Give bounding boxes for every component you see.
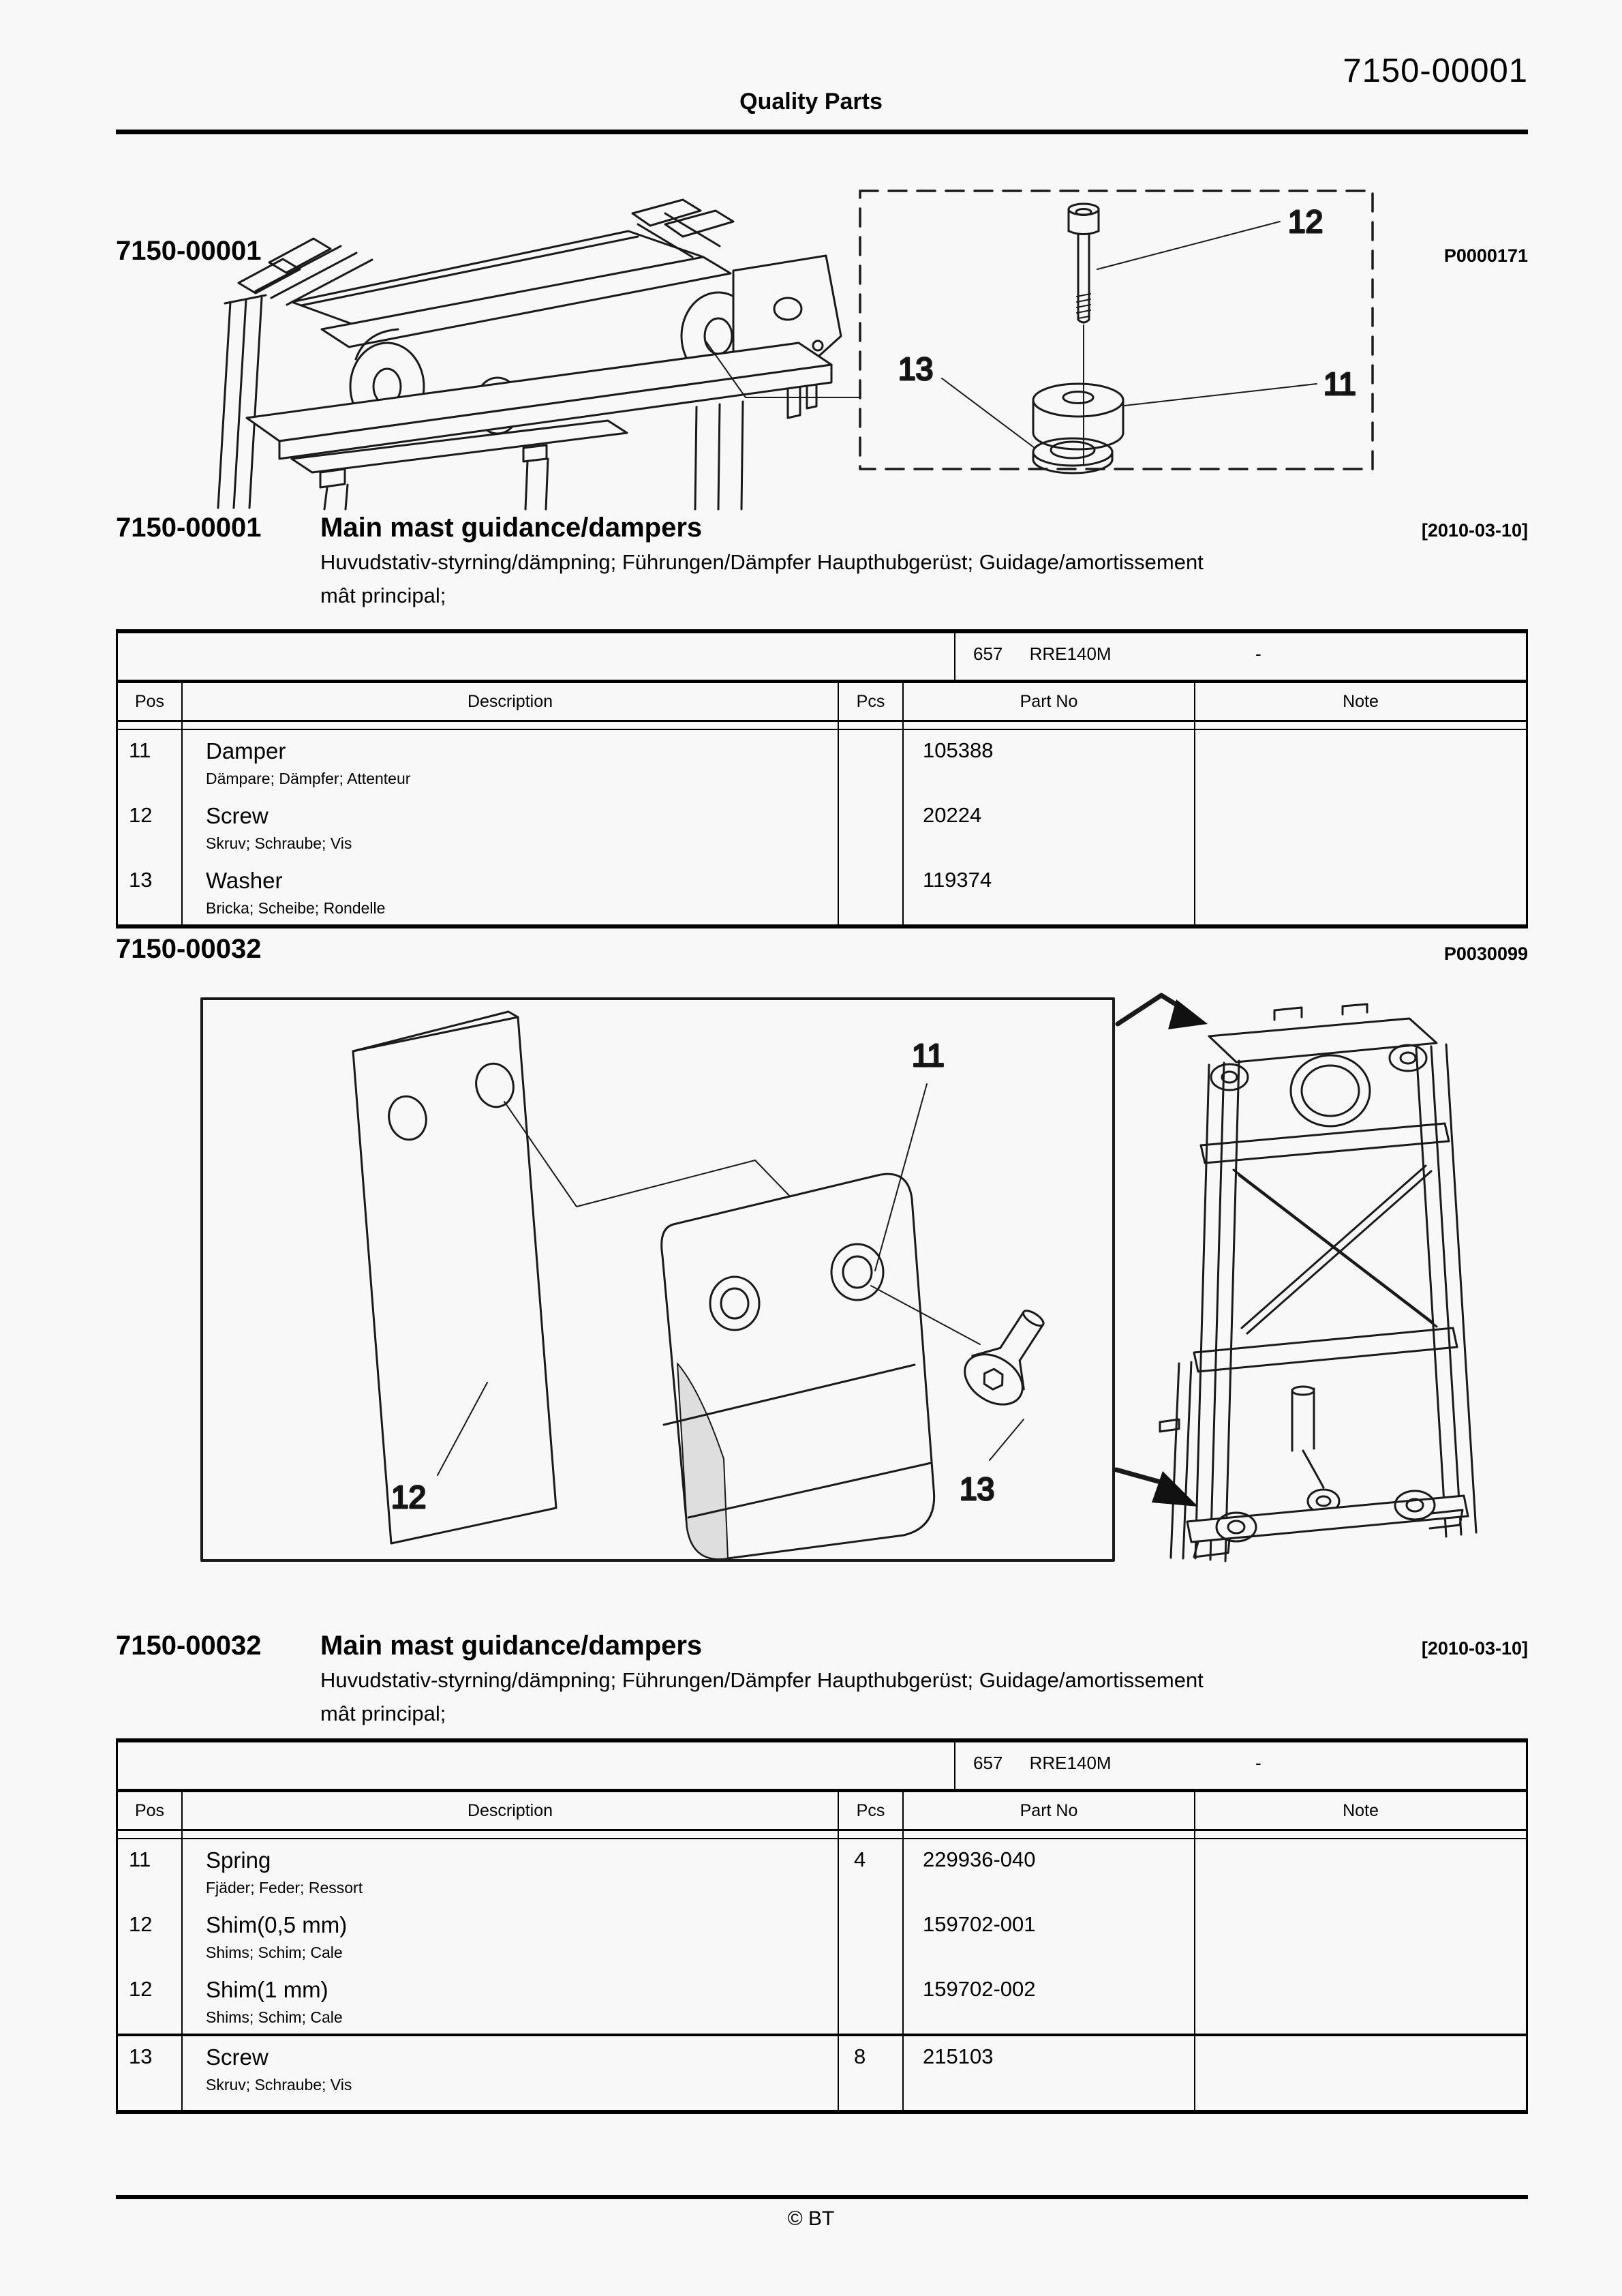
cell-pcs: [838, 795, 902, 860]
description-main: Screw: [206, 2044, 269, 2070]
model-note: -: [1255, 1753, 1261, 1773]
model-band-empty: [118, 633, 954, 680]
model-band-info: [954, 633, 1526, 680]
section1-heading-date: [2010-03-10]: [1421, 520, 1528, 541]
section2-id: 7150-00032: [116, 934, 262, 964]
cell-pcs: [838, 860, 902, 924]
model-name: RRE140M: [1029, 644, 1112, 664]
header-doc-number: 7150-00001: [1343, 52, 1528, 89]
cell-partno: 105388: [902, 730, 1194, 795]
cell-pos: 11: [129, 738, 151, 762]
cell-pcs: 8: [838, 2036, 902, 2110]
spring-pad-drawing: [662, 1174, 934, 1559]
section2-subtitle-line1: Huvudstativ-styrning/dämpning; Führungen/Dämpfer Haupthubgerüst; Guidage/amortissement: [320, 1668, 1204, 1692]
callout-label-shim: 12: [391, 1479, 427, 1515]
section1-heading: [116, 513, 1528, 543]
description-translations: Skruv; Schraube; Vis: [206, 2076, 352, 2094]
cell-description: [181, 730, 838, 795]
figure-mast-damper-detail: [116, 181, 1528, 518]
table-header-row: [118, 1792, 1526, 1831]
section1-id: 7150-00001: [116, 236, 262, 266]
model-code: 657: [973, 1753, 1003, 1773]
detail-frame: [202, 999, 1114, 1560]
model-band: [118, 633, 1526, 683]
cell-note: [1194, 795, 1526, 860]
section2-figure-code: P0030099: [1443, 943, 1528, 964]
callout-leader-washer: [942, 378, 1035, 448]
cell-pcs: [838, 1904, 902, 1969]
alignment-leader: [504, 1102, 793, 1207]
section2-heading-id: 7150-00032: [116, 1631, 262, 1661]
description-main: Screw: [206, 803, 269, 828]
cell-description: [181, 795, 838, 860]
col-header-pcs: Pcs: [838, 683, 902, 720]
section2-subtitle: [320, 1663, 1445, 1730]
col-header-note: Note: [1194, 1792, 1526, 1829]
model-band-empty: [118, 1742, 954, 1789]
cell-note: [1194, 2036, 1526, 2110]
cell-description: [181, 1969, 838, 2034]
section1-figure-code: P0000171: [1443, 245, 1528, 266]
col-header-pcs: Pcs: [838, 1792, 902, 1829]
callout-label-pad: 11: [912, 1038, 945, 1073]
cell-description: [181, 2036, 838, 2110]
cell-description: [181, 1904, 838, 1969]
table-row: [118, 1969, 1526, 2034]
callout-label-damper: 11: [1323, 366, 1356, 402]
cell-partno: 229936-040: [902, 1839, 1194, 1904]
cell-pos: 11: [129, 1847, 151, 1871]
section1-heading-title: Main mast guidance/dampers: [320, 513, 703, 543]
cell-pos: 13: [129, 868, 153, 892]
description-main: Washer: [206, 868, 283, 893]
detail-box: [860, 191, 1373, 473]
cell-partno: 20224: [902, 795, 1194, 860]
header-double-line: [118, 722, 1526, 730]
description-main: Spring: [206, 1847, 271, 1873]
table-row: [118, 860, 1526, 924]
section1-subtitle-line1: Huvudstativ-styrning/dämpning; Führungen/Dämpfer Haupthubgerüst; Guidage/amortissement: [320, 550, 1204, 574]
description-translations: Skruv; Schraube; Vis: [206, 834, 352, 852]
col-header-description: Description: [181, 683, 838, 720]
model-note: -: [1255, 644, 1261, 664]
callout-leader-damper: [1124, 384, 1317, 406]
col-header-partno: Part No: [902, 683, 1194, 720]
description-translations: Shims; Schim; Cale: [206, 2008, 343, 2026]
section2-heading-date: [2010-03-10]: [1421, 1638, 1528, 1659]
callout-label-washer: 13: [898, 351, 934, 387]
model-code: 657: [973, 644, 1003, 664]
cell-note: [1194, 1904, 1526, 1969]
screw-drawing: [1069, 204, 1099, 466]
description-translations: Shims; Schim; Cale: [206, 1944, 343, 1961]
table-row: [118, 1904, 1526, 1969]
col-header-description: Description: [181, 1792, 838, 1829]
cell-partno: 159702-001: [902, 1904, 1194, 1969]
description-main: Shim(0,5 mm): [206, 1912, 348, 1937]
description-main: Shim(1 mm): [206, 1977, 328, 2002]
model-band: [118, 1742, 1526, 1792]
mast-overview-drawing: [1160, 1004, 1476, 1561]
description-translations: Bricka; Scheibe; Rondelle: [206, 899, 386, 917]
mast-drawing: [218, 200, 860, 509]
cell-pos: 12: [129, 1977, 153, 2001]
col-header-pos: Pos: [134, 1800, 165, 1820]
col-header-note: Note: [1194, 683, 1526, 720]
footer-rule: [116, 2195, 1528, 2199]
cell-pcs: 4: [838, 1839, 902, 1904]
callout-label-screw: 13: [960, 1471, 995, 1507]
section2-heading: [116, 1631, 1528, 1661]
cell-note: [1194, 1969, 1526, 2034]
model-name: RRE140M: [1029, 1753, 1112, 1773]
model-band-info: [954, 1742, 1526, 1789]
figure-shim-pad-detail: [116, 982, 1528, 1575]
parts-table-7150-00032: [116, 1738, 1528, 2114]
table-row: [118, 730, 1526, 795]
cell-pcs: [838, 1969, 902, 2034]
description-translations: Dämpare; Dämpfer; Attenteur: [206, 770, 411, 787]
cell-note: [1194, 730, 1526, 795]
cell-pos: 13: [129, 2044, 153, 2068]
col-header-partno: Part No: [902, 1792, 1194, 1829]
cell-pcs: [838, 730, 902, 795]
cell-pos: 12: [129, 803, 153, 827]
table-row: [118, 1839, 1526, 1904]
col-header-pos: Pos: [134, 691, 165, 711]
description-translations: Fjäder; Feder; Ressort: [206, 1879, 363, 1897]
callout-leader-screw: [1097, 222, 1280, 269]
cell-note: [1194, 1839, 1526, 1904]
header-double-line: [118, 1831, 1526, 1839]
description-main: Damper: [206, 738, 286, 764]
shim-plate-drawing: [353, 1012, 556, 1543]
callout-label-screw: 12: [1288, 204, 1323, 239]
header-title: Quality Parts: [739, 89, 883, 115]
table-row: [118, 2034, 1526, 2110]
section1-heading-id: 7150-00001: [116, 513, 262, 543]
header-rule: [116, 130, 1528, 134]
cell-partno: 215103: [902, 2036, 1194, 2110]
section2-subtitle-line2: mât principal;: [320, 1702, 446, 1725]
parts-table-7150-00001: [116, 629, 1528, 928]
section1-subtitle: [320, 545, 1445, 612]
section1-subtitle-line2: mât principal;: [320, 584, 446, 607]
cell-partno: 119374: [902, 860, 1194, 924]
cell-description: [181, 860, 838, 924]
location-arrows: [1116, 995, 1208, 1507]
cell-description: [181, 1839, 838, 1904]
table-row: [118, 795, 1526, 860]
cell-partno: 159702-002: [902, 1969, 1194, 2034]
table-header-row: [118, 683, 1526, 722]
section2-heading-title: Main mast guidance/dampers: [320, 1631, 703, 1661]
footer-copyright: © BT: [787, 2207, 835, 2230]
countersunk-screw-drawing: [955, 1297, 1062, 1415]
cell-pos: 12: [129, 1912, 153, 1936]
callout-leader-screw: [990, 1419, 1024, 1460]
cell-note: [1194, 860, 1526, 924]
